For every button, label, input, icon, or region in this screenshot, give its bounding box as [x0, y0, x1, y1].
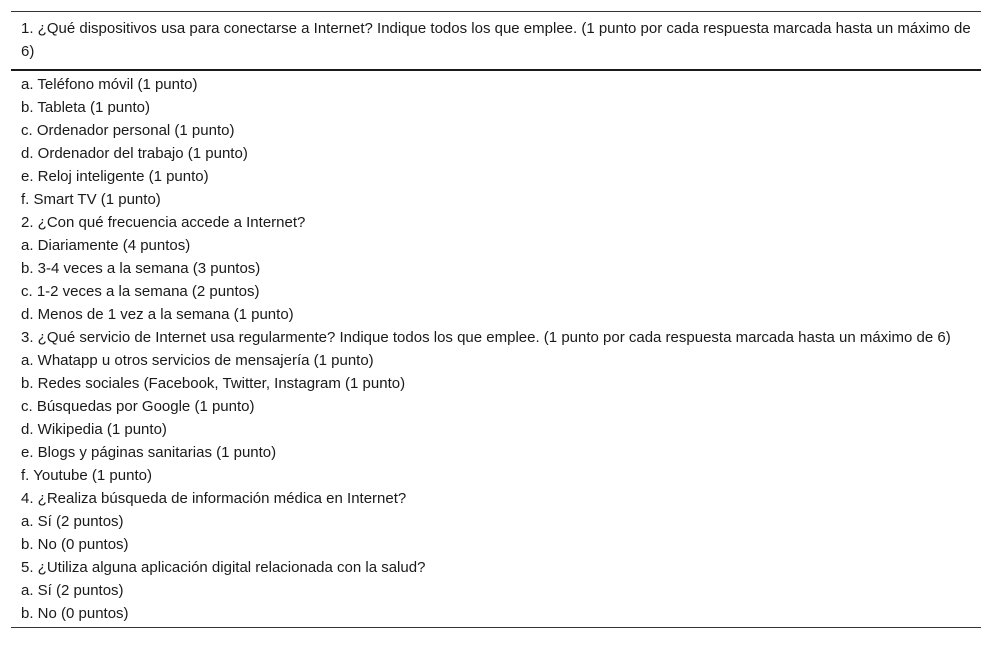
table-row: a. Sí (2 puntos) [21, 513, 124, 530]
table-row: d. Wikipedia (1 punto) [21, 421, 167, 438]
question-2-row: 2. ¿Con qué frecuencia accede a Internet? [21, 214, 306, 231]
question-5-row: 5. ¿Utiliza alguna aplicación digital relacionada con la salud? [21, 559, 426, 576]
table-row: d. Ordenador del trabajo (1 punto) [21, 145, 248, 162]
table-row: a. Whatapp u otros servicios de mensajería (1 punto) [21, 352, 374, 369]
table-row: c. 1-2 veces a la semana (2 puntos) [21, 283, 260, 300]
question-1-header: 1. ¿Qué dispositivos usa para conectarse a Internet? Indique todos los que emplee. (1 punto por cada respuesta marcada hasta un máximo de 6) [21, 20, 971, 60]
table-header [11, 11, 981, 71]
table-row: b. No (0 puntos) [21, 536, 129, 553]
table-row: b. Redes sociales (Facebook, Twitter, Instagram (1 punto) [21, 375, 406, 392]
table-row: e. Reloj inteligente (1 punto) [21, 168, 209, 185]
table-row: c. Búsquedas por Google (1 punto) [21, 398, 255, 415]
table-row: b. 3-4 veces a la semana (3 puntos) [21, 260, 261, 277]
table-row: b. Tableta (1 punto) [21, 99, 150, 116]
table-row: b. No (0 puntos) [21, 605, 129, 622]
table-row: e. Blogs y páginas sanitarias (1 punto) [21, 444, 277, 461]
table-row: f. Youtube (1 punto) [21, 467, 152, 484]
table-row: c. Ordenador personal (1 punto) [21, 122, 235, 139]
table-row: f. Smart TV (1 punto) [21, 191, 161, 208]
table-row: a. Teléfono móvil (1 punto) [21, 76, 198, 93]
table-body [11, 71, 981, 628]
question-3-row: 3. ¿Qué servicio de Internet usa regularmente? Indique todos los que emplee. (1 punto por cada respuesta marcada hasta un máximo de 6) [21, 329, 951, 346]
table-row: d. Menos de 1 vez a la semana (1 punto) [21, 306, 294, 323]
question-4-row: 4. ¿Realiza búsqueda de información médica en Internet? [21, 490, 407, 507]
table-row: a. Diariamente (4 puntos) [21, 237, 191, 254]
questionnaire-table [11, 11, 981, 628]
table-row: a. Sí (2 puntos) [21, 582, 124, 599]
